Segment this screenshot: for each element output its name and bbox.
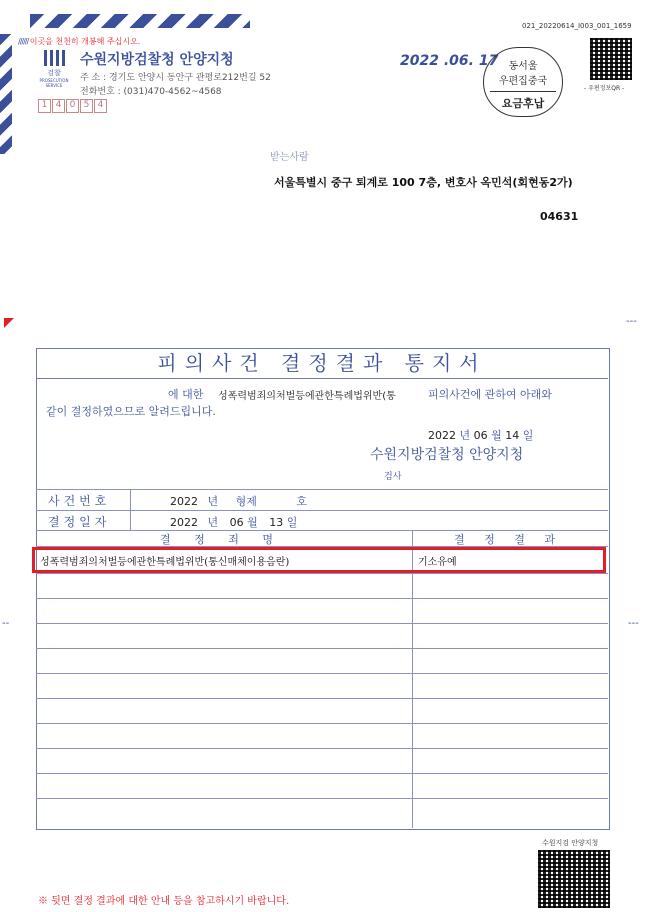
table-row-line bbox=[36, 673, 608, 674]
table-row-line bbox=[36, 698, 608, 699]
stamp-caption: 수원지검 안양지청 bbox=[542, 839, 599, 847]
table-row-line bbox=[36, 623, 608, 624]
sender-address: 주 소 : 경기도 안양시 동안구 관평로212번길 52 bbox=[80, 73, 271, 83]
decision-date-label: 결정일자 bbox=[48, 515, 111, 529]
intro-post: 피의사건에 관하여 아래와 bbox=[428, 388, 552, 401]
highlight-box bbox=[32, 547, 606, 573]
table-row-line bbox=[36, 723, 608, 724]
intro-pre: 에 대한 bbox=[168, 388, 204, 401]
recipient-label: 받는사람 bbox=[270, 152, 309, 163]
postmark-date: 2022 .06. 17 bbox=[400, 53, 499, 69]
table-top-line bbox=[36, 489, 608, 490]
fold-mark bbox=[4, 318, 14, 328]
sender-postcode: 1 4 0 5 4 bbox=[38, 99, 107, 113]
table-row-line bbox=[36, 598, 608, 599]
table-row-line bbox=[36, 773, 608, 774]
notice-date: 2022 년 06 월 14 일 bbox=[428, 429, 534, 442]
qr-caption: - 우편정보QR - bbox=[584, 85, 625, 92]
fold-dash-right-2: --- bbox=[628, 618, 639, 629]
column-divider bbox=[412, 530, 413, 828]
recipient-postcode: 04631 bbox=[540, 210, 579, 223]
airmail-stripe bbox=[30, 14, 250, 28]
intro-line2: 같이 결정하였으므로 알려드립니다. bbox=[46, 405, 216, 418]
sender-phone: 전화번호 : (031)470-4562~4568 bbox=[80, 87, 222, 97]
fold-dash-left: -- bbox=[2, 618, 10, 629]
issuing-office: 수원지방검찰청 안양지청 bbox=[370, 447, 524, 463]
notice-form bbox=[36, 348, 610, 830]
table-row-line bbox=[36, 648, 608, 649]
decision-date-value: 2022 년 06 월 13 일 bbox=[170, 516, 298, 529]
logo-caption: 검찰 bbox=[47, 69, 61, 77]
doc-code: 021_20220614_I003_001_1659 bbox=[522, 22, 632, 30]
result-cell: 기소유예 bbox=[418, 557, 457, 568]
table-row-line bbox=[36, 798, 608, 799]
col-charge-header: 결 정 죄 명 bbox=[160, 533, 283, 546]
case-no-value: 2022 년 형제 호 bbox=[170, 495, 308, 508]
prosecution-logo bbox=[34, 50, 74, 88]
charge-cell: 성폭력범죄의처벌등에관한특례법위반(통신매체이용음란) bbox=[40, 557, 290, 568]
label-divider bbox=[130, 489, 131, 530]
prosecutor-label: 검사 bbox=[384, 472, 402, 482]
case-no-label: 사건번호 bbox=[48, 494, 111, 508]
table-row-line bbox=[36, 573, 608, 574]
table-line bbox=[36, 510, 608, 511]
col-result-header: 결 정 결 과 bbox=[454, 533, 563, 546]
footer-note: ※ 뒷면 결정 결과에 대한 안내 등을 참고하시기 바랍니다. bbox=[38, 896, 290, 907]
recipient-address: 서울특별시 중구 퇴계로 100 7층, 변호사 옥민석(회현동2가) bbox=[274, 176, 573, 189]
open-warning: ////// 이곳을 천천히 개봉해 주십시오. bbox=[18, 37, 141, 46]
airmail-stripe-left bbox=[0, 34, 12, 154]
table-row-line bbox=[36, 748, 608, 749]
postage-stamp: 동서울 우편집중국 요금후납 bbox=[483, 47, 563, 117]
intro-case: 성폭력범죄의처벌등에관한특례법위반(통 bbox=[218, 391, 396, 402]
notice-title: 피의사건 결정결과 통지서 bbox=[36, 348, 608, 379]
verification-code bbox=[538, 850, 610, 908]
sender-name: 수원지방검찰청 안양지청 bbox=[80, 52, 234, 68]
postal-qr-code bbox=[590, 38, 632, 80]
fold-dash-right: --- bbox=[626, 316, 637, 327]
logo-sub: PROSECUTION SERVICE bbox=[39, 78, 69, 88]
